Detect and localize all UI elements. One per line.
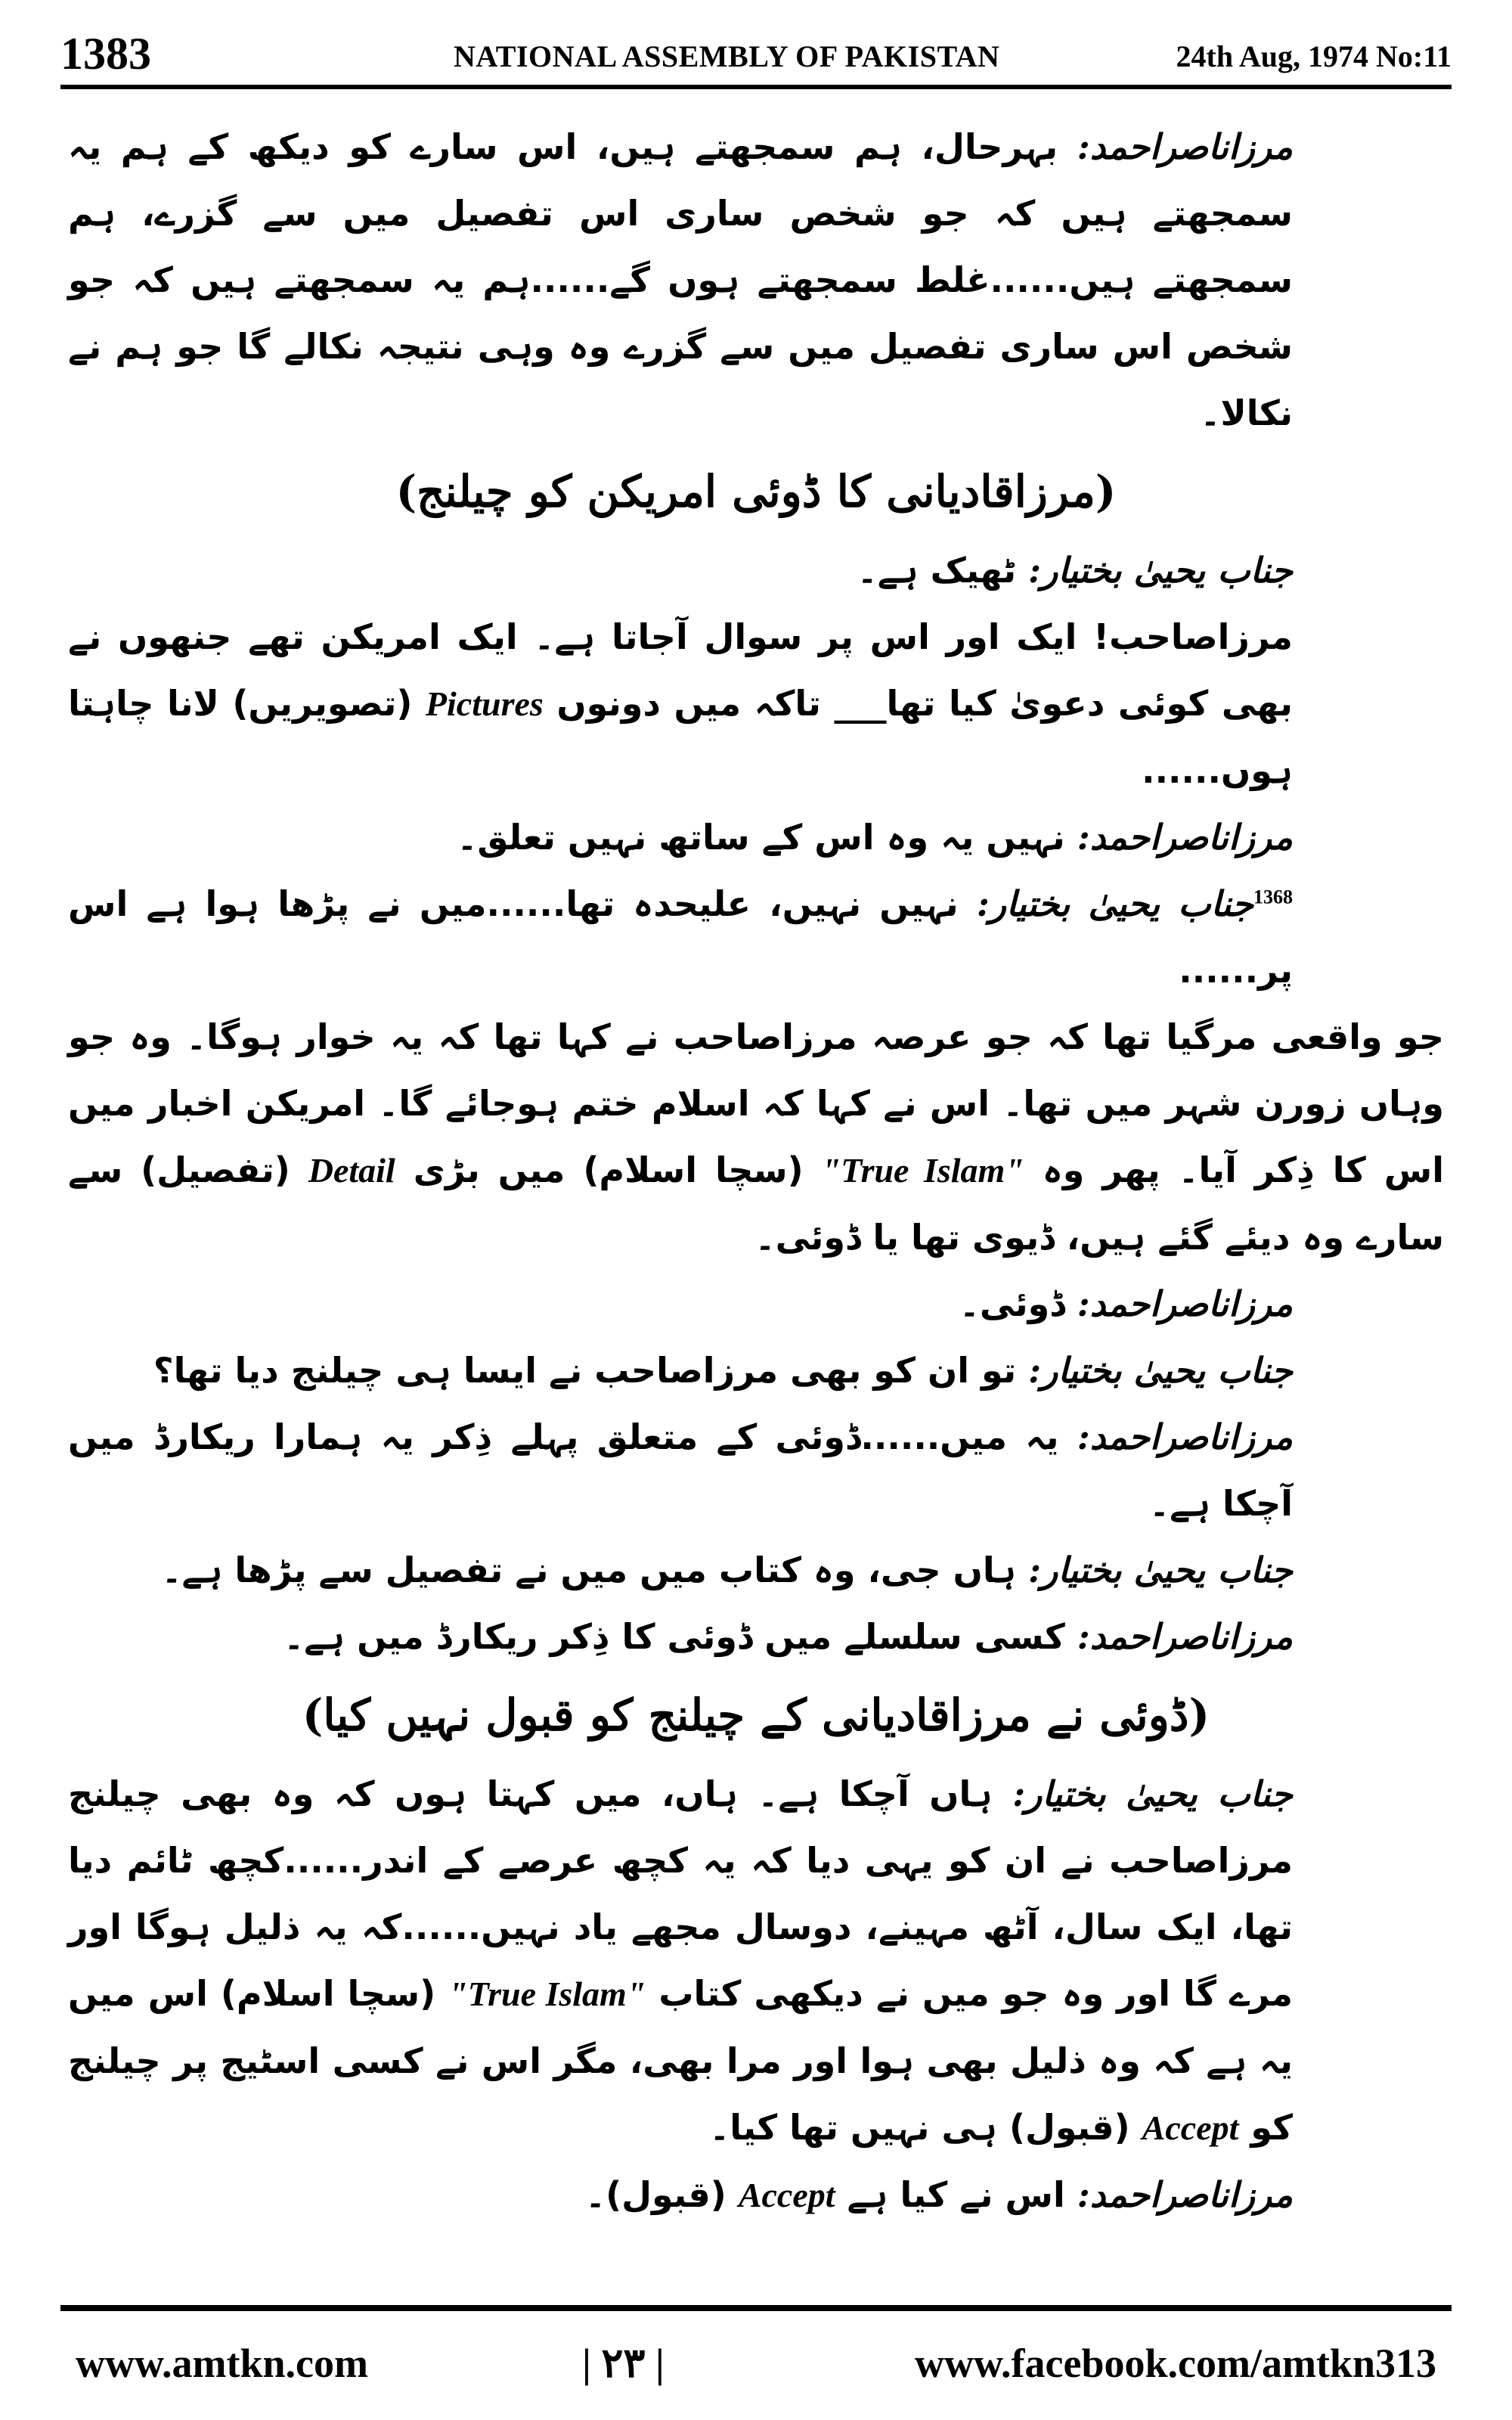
section-heading: (ڈوئی نے مرزاقادیانی کے چیلنج کو قبول نہیں کیا) <box>302 1689 1210 1741</box>
paragraph <box>68 870 1444 1004</box>
paragraph <box>68 1270 1444 1337</box>
speaker-label: مرزاناصراحمد: <box>1077 1416 1293 1457</box>
paragraph-text: ٹھیک ہے۔ <box>857 550 1029 591</box>
speaker-label: جناب یحییٰ بختیار: <box>976 883 1253 924</box>
paragraph <box>68 2161 1444 2229</box>
footer-rule <box>60 2305 1452 2311</box>
paragraph-text: اس نے کیا ہے <box>835 2174 1077 2215</box>
paragraph <box>68 113 1444 446</box>
paragraph-text: ڈوئی۔ <box>959 1283 1077 1324</box>
speaker-label: جناب یحییٰ بختیار: <box>1012 1773 1293 1814</box>
reference-number: 1368 <box>1253 886 1293 908</box>
paragraph-text: نہیں یہ وہ اس کے ساتھ نہیں تعلق۔ <box>457 817 1077 858</box>
paragraph-text: (سچا اسلام) میں بڑی <box>395 1150 822 1190</box>
paragraph <box>68 1603 1444 1670</box>
speaker-label: مرزاناصراحمد: <box>1077 126 1293 167</box>
footer-website-link[interactable]: www.amtkn.com <box>76 2341 368 2386</box>
paragraph <box>68 1004 1444 1270</box>
paragraph <box>68 537 1444 603</box>
paragraph <box>68 804 1444 870</box>
paragraph-text: یہ میں......ڈوئی کے متعلق پہلے ذِکر یہ ہمارا ریکارڈ میں آچکا ہے۔ <box>68 1416 1293 1524</box>
header-date-number: 24th Aug, 1974 No:11 <box>1176 39 1452 73</box>
header-title: NATIONAL ASSEMBLY OF PAKISTAN <box>454 39 1000 73</box>
footer-facebook-link[interactable]: www.facebook.com/amtkn313 <box>915 2341 1436 2386</box>
paragraph-text: (سچا اسلام) اس میں یہ ہے کہ وہ ذلیل بھی ہوا اور مرا بھی، مگر اس نے کسی اسٹیج پر چیلنج کو <box>68 1973 1293 2148</box>
section-heading: (مرزاقادیانی کا ڈوئی امریکن کو چیلنج) <box>395 466 1117 517</box>
page-header <box>60 27 1452 80</box>
paragraph-text: جو واقعی مرگیا تھا کہ جو عرصہ مرزاصاحب نے کہا تھا کہ یہ خوار ہوگا۔ وہ جو وہاں زورن شہر میں تھا۔ اس نے کہا کہ اسلام ختم ہوجائے گا۔ امریکن اخبار میں اس کا ذِکر آیا۔ پھر وہ <box>68 1016 1444 1190</box>
english-term: Accept <box>738 2176 835 2214</box>
paragraph-text: (تصویریں) لانا چاہتا ہوں...... <box>68 683 1293 791</box>
english-term: "True Islam" <box>821 1151 1024 1190</box>
paragraph-text: مرزاصاحب! ایک اور اس پر سوال آجاتا ہے۔ ایک امریکن تھے جنھوں نے بھی کوئی دعویٰ کیا تھا___ تاکہ میں دونوں <box>68 616 1294 724</box>
speaker-label: مرزاناصراحمد: <box>1077 1283 1293 1324</box>
paragraph <box>68 1537 1444 1603</box>
speaker-label: جناب یحییٰ بختیار: <box>1028 1550 1293 1590</box>
paragraph-text: (قبول)۔ <box>585 2174 739 2215</box>
speaker-label: مرزاناصراحمد: <box>1077 817 1293 858</box>
paragraph-text: ہاں آچکا ہے۔ ہاں، میں کہتا ہوں کہ وہ بھی چیلنج مرزاصاحب نے ان کو یہی دیا کہ یہ کچھ عرصے کے اندر......کچھ ٹائم دیا تھا، ایک سال، آٹھ مہینے، دوسال مجھے یاد نہیں......کہ یہ ذلیل ہوگا اور مرے گا اور وہ جو میں نے دیکھی کتاب <box>68 1773 1294 2014</box>
footer-page-number: | ۲۳ | <box>582 2341 665 2386</box>
paragraph <box>68 1404 1444 1537</box>
english-term: "True Islam" <box>448 1975 646 2013</box>
speaker-label: جناب یحییٰ بختیار: <box>1028 1350 1293 1391</box>
paragraph-text: کسی سلسلے میں ڈوئی کا ذِکر ریکارڈ میں ہے۔ <box>284 1616 1077 1657</box>
paragraph-text: (تفصیل) سے سارے وہ دیئے گئے ہیں، ڈیوی تھا یا ڈوئی۔ <box>68 1150 1444 1258</box>
paragraph-text: تو ان کو بھی مرزاصاحب نے ایسا ہی چیلنج دیا تھا؟ <box>153 1350 1029 1391</box>
page-number: 1383 <box>60 29 151 79</box>
header-rule <box>60 85 1452 89</box>
speaker-label: مرزاناصراحمد: <box>1077 1616 1293 1657</box>
paragraph-text: بہرحال، ہم سمجھتے ہیں، اس سارے کو دیکھ کے ہم یہ سمجھتے ہیں کہ جو شخص ساری اس تفصیل میں سے گزرے، ہم سمجھتے ہیں......غلط سمجھتے ہوں گے......ہم یہ سمجھتے ہیں کہ جو شخص اس ساری تفصیل میں سے گزرے وہ وہی نتیجہ نکالے گا جو ہم نے نکالا۔ <box>68 126 1293 433</box>
page-footer <box>60 2333 1452 2394</box>
page-body <box>68 113 1444 2229</box>
paragraph <box>68 1761 1444 2161</box>
english-term: Accept <box>1142 2108 1239 2147</box>
paragraph-text: نہیں نہیں، علیحدہ تھا......میں نے پڑھا ہوا ہے اس پر...... <box>68 883 1293 991</box>
paragraph-text: (قبول) ہی نہیں تھا کیا۔ <box>709 2107 1142 2148</box>
paragraph <box>68 1337 1444 1404</box>
english-term: Pictures <box>425 684 544 723</box>
speaker-label: مرزاناصراحمد: <box>1077 2174 1293 2215</box>
paragraph <box>68 603 1444 804</box>
speaker-label: جناب یحییٰ بختیار: <box>1028 550 1293 591</box>
english-term: Detail <box>308 1151 395 1190</box>
paragraph-text: ہاں جی، وہ کتاب میں میں نے تفصیل سے پڑھا ہے۔ <box>161 1550 1029 1590</box>
